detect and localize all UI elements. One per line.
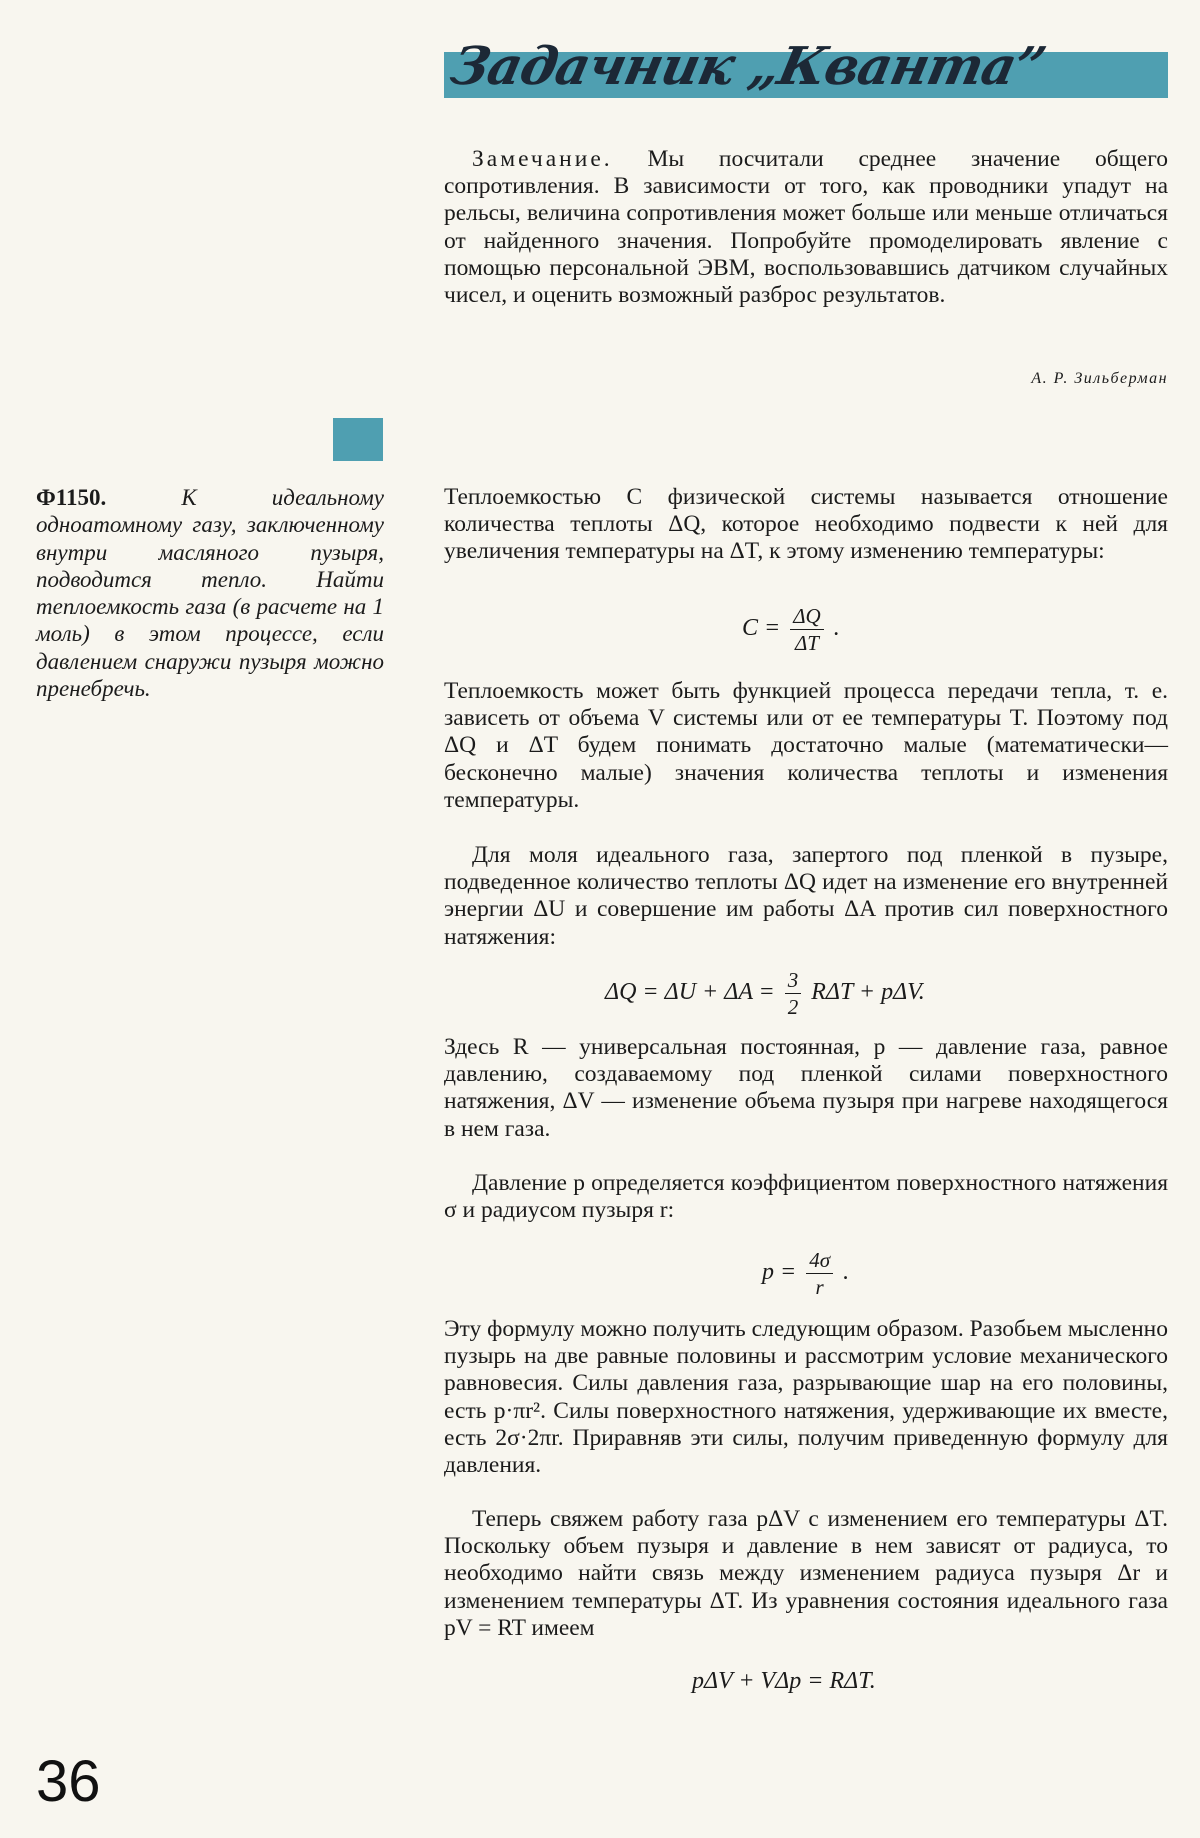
remark-label: Замечание.	[472, 146, 613, 172]
problem-text: К идеальному одноатомному газу, заключенному внутри масляного пузыря, подводится тепло. Найти теплоемкость газа (в расчете на 1 моль) в этом процессе, если давлением снаружи пузыря можно пренебречь.	[36, 485, 385, 702]
decorative-square	[333, 418, 383, 461]
solution-p4: Здесь R — универсальная постоянная, p — давление газа, равное давлению, создаваемому под пленкой силами поверхностного натяжения, ΔV — изменение объема пузыря при нагреве находящегося в нем газа.	[444, 1034, 1168, 1142]
section-title: Задачник „Кванта”	[445, 36, 1051, 97]
page-number: 36	[36, 1749, 101, 1814]
formula-pressure: p = $\frac{4\sigma}{r}$ .	[762, 1248, 850, 1299]
solution-p5: Давление p определяется коэффициентом поверхностного натяжения σ и радиусом пузыря r:	[444, 1170, 1168, 1224]
remark-paragraph	[444, 146, 1168, 309]
formula-heat-capacity: C = $\frac{\Delta Q}{\Delta T}$ .	[742, 604, 840, 655]
formula-first-law: ΔQ = ΔU + ΔA = $\frac{3}{2}$ RΔT + pΔV.	[605, 968, 925, 1019]
solution-p2: Теплоемкость может быть функцией процесса передачи тепла, т. е. зависеть от объема V системы или от ее температуры T. Поэтому под ΔQ и ΔT будем понимать достаточно малые (математически—бесконечно малые) значения количества теплоты и изменения температуры.	[444, 678, 1168, 813]
remark-author: А. Р. Зильберман	[1031, 370, 1168, 387]
formula-state-differential: pΔV + VΔp = RΔT.	[692, 1668, 876, 1694]
remark-text: Мы посчитали среднее значение общего сопротивления. В зависимости от того, как проводники упадут на рельсы, величина сопротивления может больше или меньше отличаться от найденного значения. Попробуйте промоделировать явление с помощью персональной ЭВМ, воспользовавшись датчиком случайных чисел, и оценить возможный разброс результатов.	[444, 146, 1169, 309]
solution-p7: Теперь свяжем работу газа pΔV с изменением его температуры ΔT. Поскольку объем пузыря и давление в нем зависят от радиуса, то необходимо найти связь между изменением радиуса пузыря Δr и изменением температуры ΔT. Из уравнения состояния идеального газа pV = RT имеем	[444, 1506, 1168, 1641]
problem-number: Ф1150.	[36, 485, 107, 510]
solution-p6: Эту формулу можно получить следующим образом. Разобьем мысленно пузырь на две равные половины и рассмотрим условие механического равновесия. Силы давления газа, разрывающие шар на его половины, есть p·πr². Силы поверхностного натяжения, удерживающие их вместе, есть 2σ·2πr. Приравняв эти силы, получим приведенную формулу для давления.	[444, 1316, 1168, 1479]
solution-p3: Для моля идеального газа, запертого под пленкой в пузыре, подведенное количество теплоты ΔQ идет на изменение его внутренней энергии ΔU и совершение им работы ΔA против сил поверхностного натяжения:	[444, 842, 1168, 950]
problem-statement	[36, 484, 384, 702]
solution-p1: Теплоемкостью C физической системы называется отношение количества теплоты ΔQ, которое необходимо подвести к ней для увеличения температуры на ΔT, к этому изменению температуры:	[444, 484, 1168, 565]
